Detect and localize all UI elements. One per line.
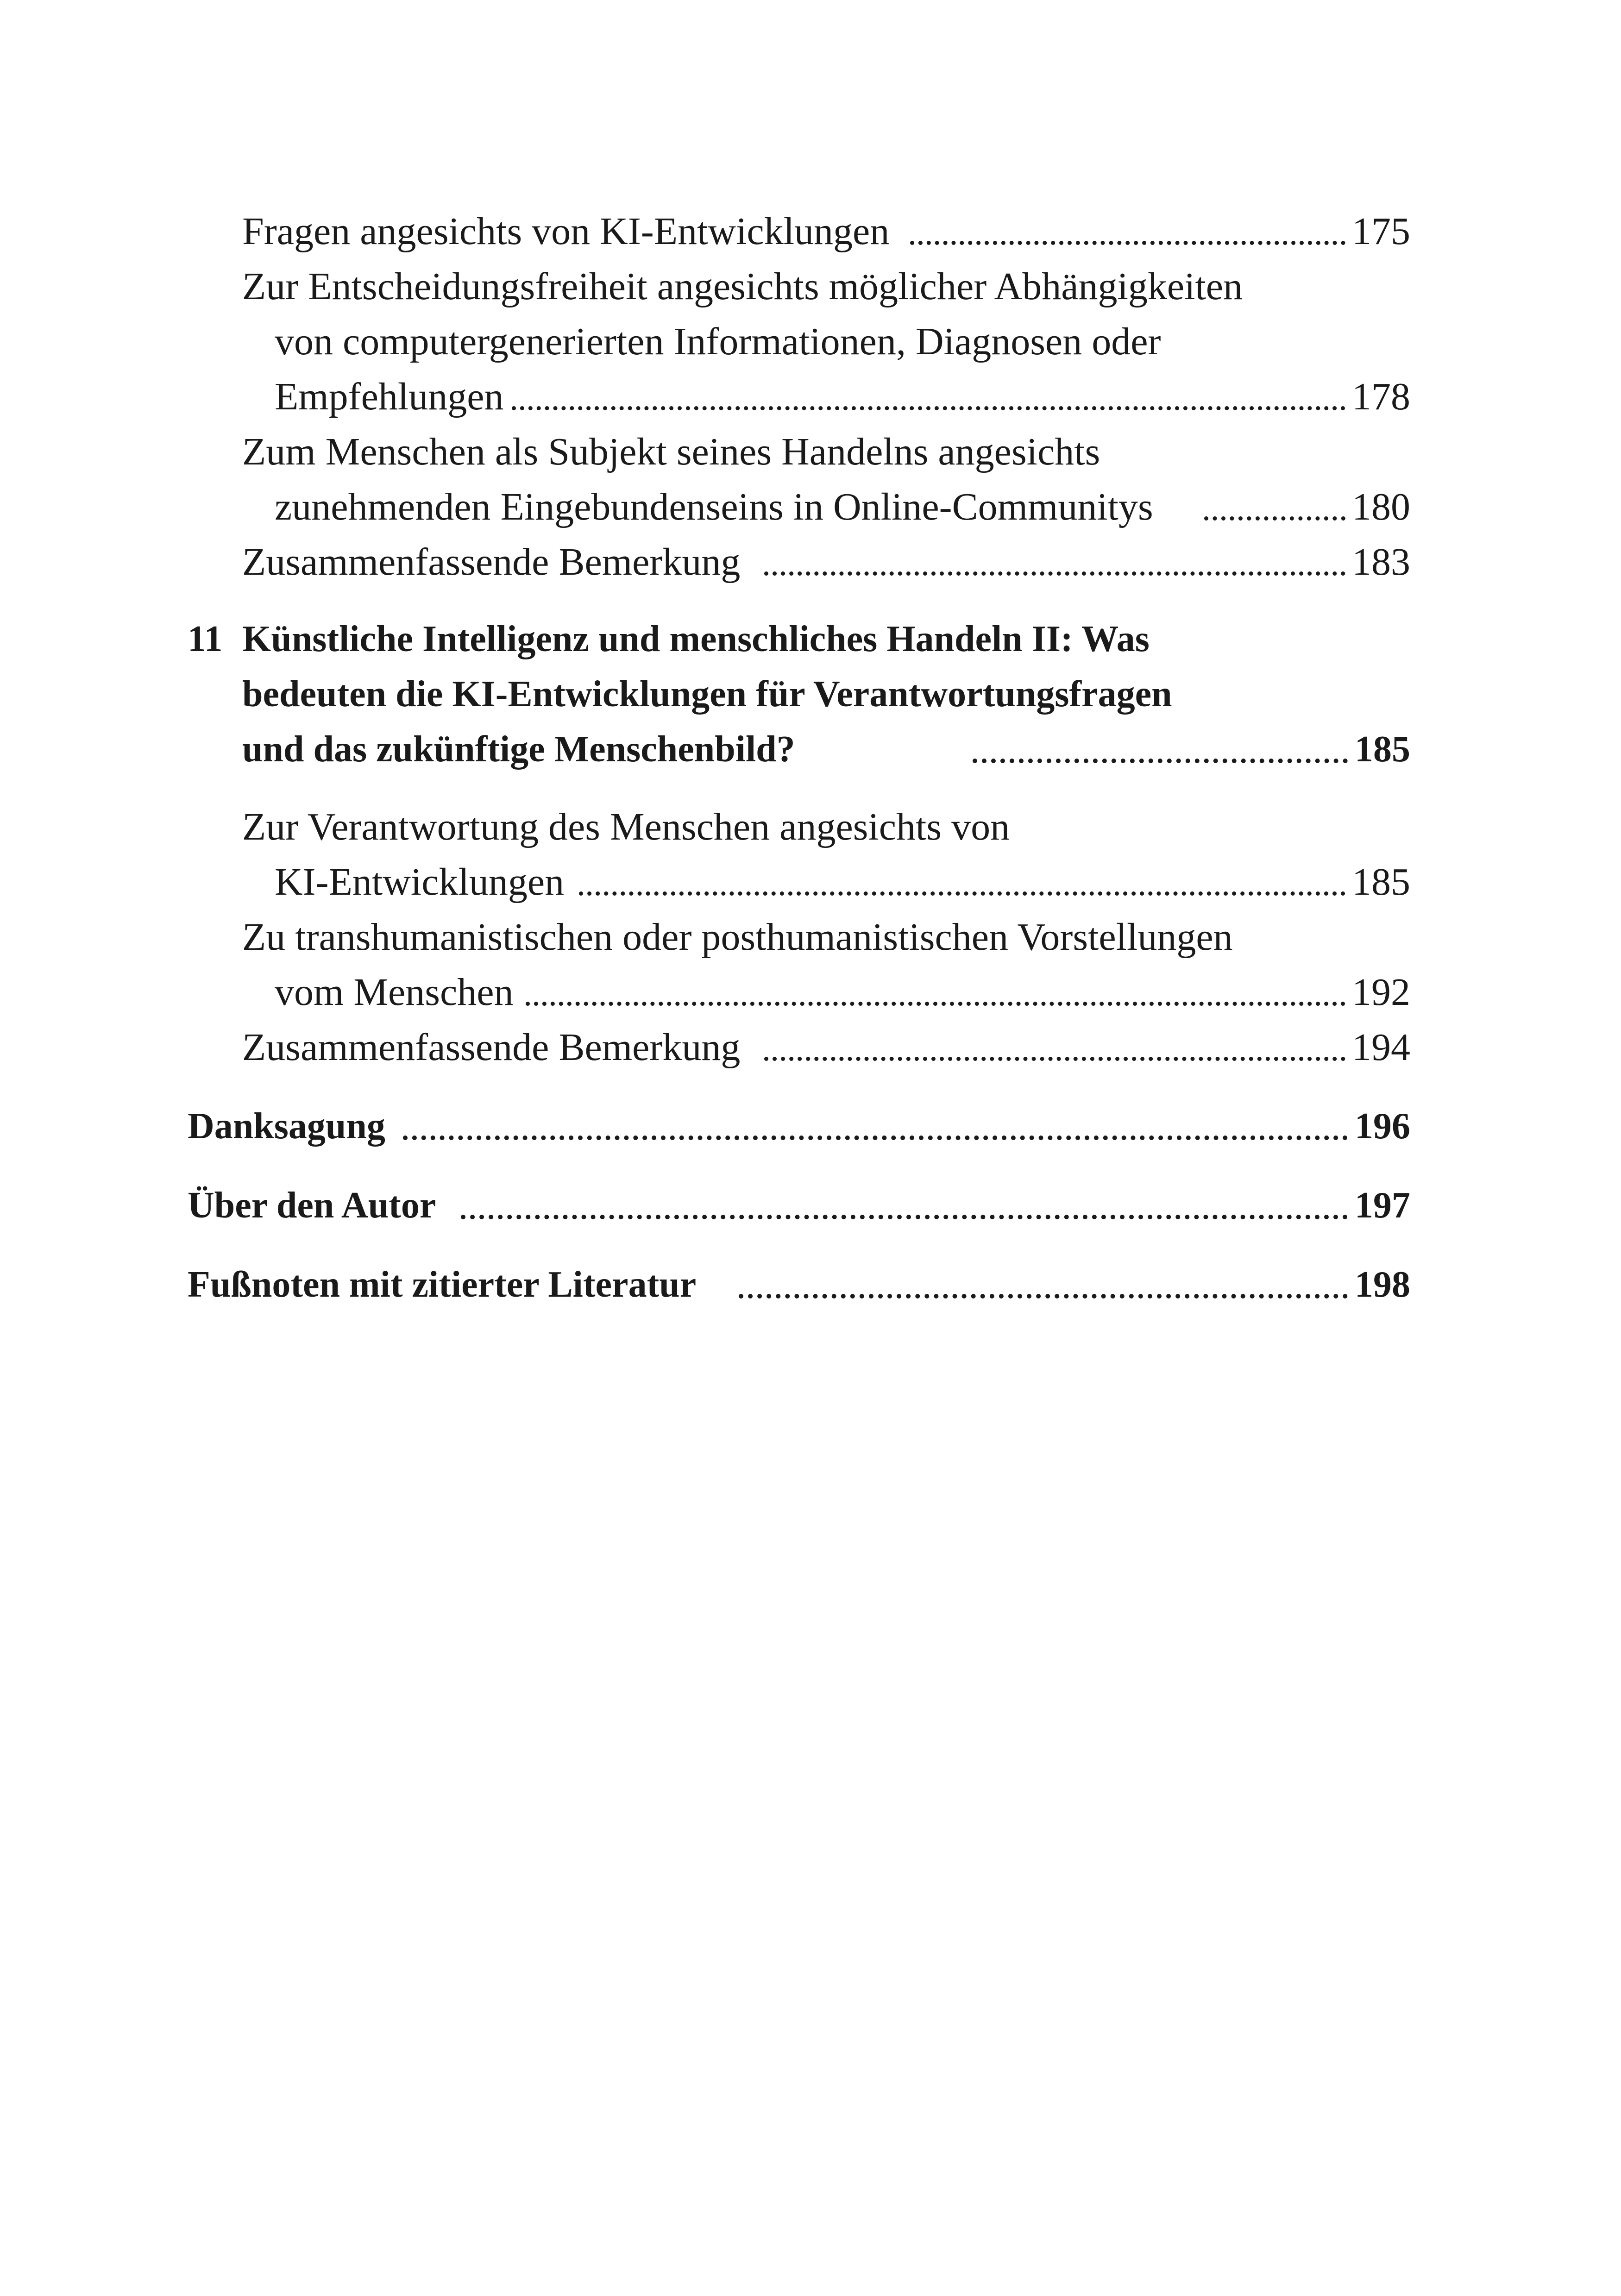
chapter-title-line: bedeuten die KI-Entwicklungen für Verantwortungsfragen <box>242 674 1172 715</box>
toc-entry-title: KI-Entwicklungen <box>275 860 565 903</box>
toc-entry <box>188 799 1410 854</box>
toc-entry-title: Zur Entscheidungsfreiheit angesichts möglicher Abhängigkeiten <box>242 265 1243 308</box>
toc-entry[interactable] <box>188 369 1410 424</box>
back-matter-entry[interactable] <box>188 1178 1410 1233</box>
table-of-contents <box>188 204 1410 1312</box>
toc-entry[interactable] <box>188 854 1410 910</box>
dot-leader <box>526 1002 1345 1006</box>
toc-entry-title: vom Menschen <box>275 971 514 1014</box>
toc-entry[interactable] <box>188 479 1410 534</box>
chapter-page: 185 <box>1355 729 1410 770</box>
chapter-heading-continuation <box>188 667 1410 722</box>
chapter-title-line: Künstliche Intelligenz und menschliches Handeln II: Was <box>242 619 1150 659</box>
dot-leader <box>764 571 1345 576</box>
toc-entry-page: 175 <box>1352 210 1410 253</box>
toc-entry-page: 180 <box>1352 485 1410 528</box>
dot-leader <box>403 1135 1348 1140</box>
toc-entry-page: 194 <box>1352 1026 1410 1069</box>
back-matter-entry[interactable] <box>188 1257 1410 1312</box>
toc-entry-continuation <box>188 314 1410 369</box>
toc-entry-title: Zusammenfassende Bemerkung <box>242 1026 741 1069</box>
toc-entry[interactable] <box>188 534 1410 590</box>
dot-leader <box>973 759 1348 763</box>
toc-entry-page: 192 <box>1352 971 1410 1014</box>
toc-entry <box>188 259 1410 314</box>
toc-entry <box>188 424 1410 479</box>
toc-entry-page: 183 <box>1352 540 1410 583</box>
dot-leader <box>512 406 1345 410</box>
dot-leader <box>764 1057 1345 1061</box>
toc-entry-title: Danksagung <box>188 1106 385 1147</box>
toc-entry[interactable] <box>188 204 1410 259</box>
toc-entry[interactable] <box>188 1020 1410 1075</box>
dot-leader <box>1204 516 1345 521</box>
toc-entry[interactable] <box>188 965 1410 1020</box>
toc-entry-title: Empfehlungen <box>275 375 504 418</box>
chapter-heading-continuation <box>188 722 1410 777</box>
toc-entry-title: Fußnoten mit zitierter Literatur <box>188 1264 697 1305</box>
dot-leader <box>739 1294 1348 1299</box>
back-matter-entry[interactable] <box>188 1099 1410 1154</box>
toc-entry-title: Zusammenfassende Bemerkung <box>242 540 741 583</box>
toc-entry-title: zunehmenden Eingebundenseins in Online-Communitys <box>275 485 1153 528</box>
toc-entry-title: Zum Menschen als Subjekt seines Handelns angesichts <box>242 430 1100 473</box>
toc-entry-page: 178 <box>1352 375 1410 418</box>
chapter-heading[interactable] <box>188 612 1410 667</box>
toc-entry-title: Zu transhumanistischen oder posthumanistischen Vorstellungen <box>242 916 1233 959</box>
toc-entry-page: 197 <box>1355 1185 1410 1226</box>
toc-entry-title: Zur Verantwortung des Menschen angesichts von <box>242 805 1010 848</box>
chapter-title-line: und das zukünftige Menschenbild? <box>242 729 795 770</box>
dot-leader <box>461 1215 1348 1219</box>
toc-entry-title: von computergenerierten Informationen, Diagnosen oder <box>275 320 1161 363</box>
toc-entry-page: 198 <box>1355 1264 1410 1305</box>
toc-entry-title: Fragen angesichts von KI-Entwicklungen <box>242 210 890 253</box>
chapter-number: 11 <box>188 619 223 659</box>
toc-entry-title: Über den Autor <box>188 1185 436 1226</box>
toc-entry-page: 185 <box>1352 860 1410 903</box>
toc-entry <box>188 910 1410 965</box>
dot-leader <box>910 241 1345 245</box>
toc-entry-page: 196 <box>1355 1106 1410 1147</box>
dot-leader <box>579 891 1345 896</box>
